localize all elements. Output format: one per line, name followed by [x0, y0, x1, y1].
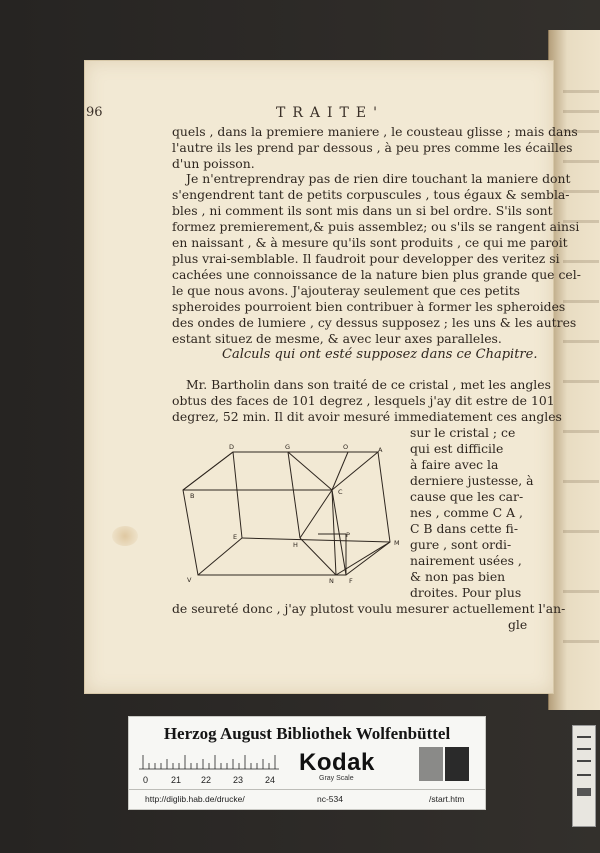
- text-line: bles , ni comment ils sont mis dans un si bel ordre. S'ils sont: [172, 203, 553, 218]
- gray-swatch-light: [419, 747, 443, 781]
- text-line: Mr. Bartholin dans son traité de ce cristal , met les angles: [186, 377, 551, 392]
- text-line: qui est difficile: [410, 441, 504, 456]
- ruler-scale: [139, 753, 279, 773]
- text-line: nes , comme C A ,: [410, 505, 523, 520]
- ruler-number: 23: [233, 775, 244, 785]
- figure-label-b: B: [190, 492, 195, 500]
- text-line: cause que les car-: [410, 489, 524, 504]
- running-title: TRAITE': [276, 105, 384, 121]
- paper-stain: [112, 526, 138, 546]
- text-line: d'un poisson.: [172, 156, 255, 171]
- text-line: s'engendrent tant de petits corpuscules , tous égaux & sembla-: [172, 187, 570, 202]
- kodak-footer: [129, 789, 485, 808]
- text-line: spheroides pourroient bien contribuer à former les spheroides: [172, 299, 566, 314]
- crystal-figure: [178, 440, 408, 590]
- gray-swatch-dark: [445, 747, 469, 781]
- text-line: en naissant , & à mesure qu'ils sont produits , ce qui me paroit: [172, 235, 568, 250]
- kodak-calibration-strip: [128, 716, 486, 810]
- figure-label-o: O: [343, 443, 349, 451]
- text-line: de seureté donc , j'ay plutost voulu mesurer actuellement l'an-: [172, 601, 566, 616]
- text-line: cachées une connoissance de la nature bien plus grande que cel-: [172, 267, 581, 282]
- text-line: à faire avec la: [410, 457, 499, 472]
- text-line: des ondes de lumiere , cy dessus supposez ; les uns & les autres: [172, 315, 577, 330]
- text-line: degrez, 52 min. Il dit avoir mesuré immediatement ces angles: [172, 409, 562, 424]
- text-line: sur le cristal ; ce: [410, 425, 516, 440]
- page-number: 96: [86, 105, 103, 120]
- figure-label-p: P: [346, 531, 350, 539]
- text-line: l'autre ils les prend par dessous , à peu pres comme les écailles: [172, 140, 573, 155]
- shelfmark: nc-534: [317, 794, 343, 804]
- side-color-card: [572, 725, 596, 827]
- text-line: estant situez de mesme, & avec leur axes paralleles.: [172, 331, 502, 346]
- text-line: derniere justesse, à: [410, 473, 534, 488]
- figure-label-g: G: [285, 443, 291, 451]
- ruler-number: 22: [201, 775, 212, 785]
- figure-label-n: N: [329, 577, 334, 585]
- source-url: http://diglib.hab.de/drucke/: [145, 794, 245, 804]
- ruler-number: 24: [265, 775, 276, 785]
- text-line: gure , sont ordi-: [410, 537, 512, 552]
- text-line: nairement usées ,: [410, 553, 522, 568]
- text-line: Je n'entreprendray pas de rien dire touchant la maniere dont: [186, 171, 571, 186]
- text-line: C B dans cette fi-: [410, 521, 519, 536]
- figure-label-h: H: [293, 541, 298, 549]
- text-line: droites. Pour plus: [410, 585, 522, 600]
- page-header: [86, 105, 526, 123]
- figure-label-c: C: [338, 488, 343, 496]
- section-heading: Calculs qui ont esté supposez dans ce Chapitre.: [222, 347, 538, 362]
- figure-label-v: V: [187, 576, 192, 584]
- text-line: obtus des faces de 101 degrez , lesquels j'ay dit estre de 101: [172, 393, 555, 408]
- catchword: gle: [508, 617, 528, 632]
- ruler-number: 0: [143, 775, 149, 785]
- text-line: quels , dans la premiere maniere , le cousteau glisse ; mais dans: [172, 124, 578, 139]
- text-line: & non pas bien: [410, 569, 506, 584]
- text-line: le que nous avons. J'ajouteray seulement que ces petits: [172, 283, 521, 298]
- figure-label-f: F: [349, 577, 353, 585]
- figure-label-a: A: [378, 446, 383, 454]
- figure-label-d: D: [229, 443, 235, 451]
- kodak-logo: Kodak: [299, 749, 375, 776]
- text-line: formez premierement,& puis assemblez; ou s'ils se rangent ainsi: [172, 219, 580, 234]
- figure-label-m: M: [394, 539, 400, 547]
- gray-scale-label: Gray Scale: [319, 775, 354, 782]
- ruler-number: 21: [171, 775, 182, 785]
- text-line: plus vrai-semblable. Il faudroit pour developper des veritez si: [172, 251, 560, 266]
- start-page: /start.htm: [429, 794, 465, 804]
- figure-label-e: E: [233, 533, 238, 541]
- library-name: Herzog August Bibliothek Wolfenbüttel: [163, 724, 451, 743]
